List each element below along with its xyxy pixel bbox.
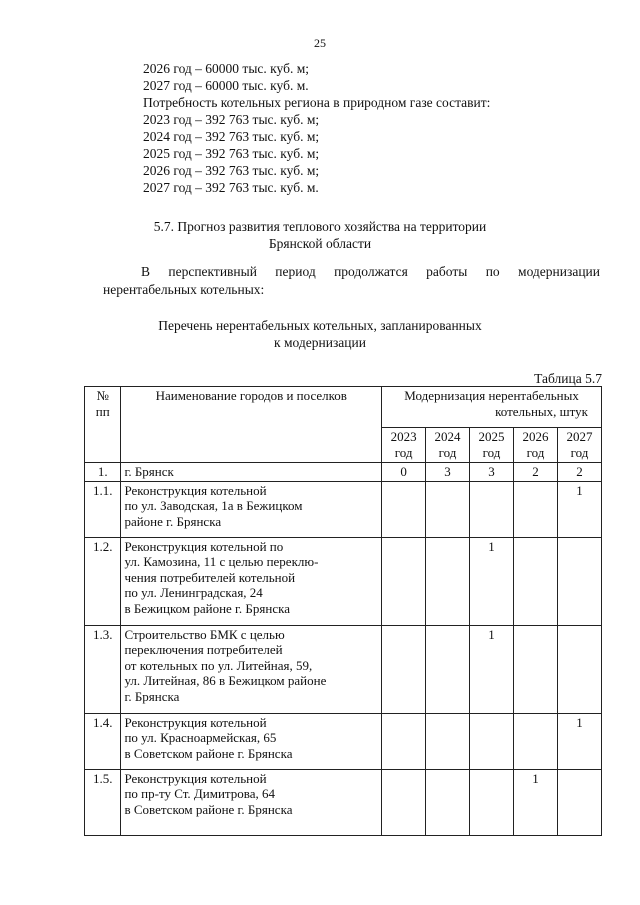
header-mod-line: Модернизация нерентабельных [404, 388, 579, 403]
header-num [85, 387, 121, 463]
row-value [557, 769, 601, 835]
row-value: 0 [382, 463, 426, 482]
row-value [426, 769, 470, 835]
header-mod-line: котельных, штук [495, 403, 588, 419]
text-line: 2026 год – 60000 тыс. куб. м; [143, 61, 309, 76]
row-number: 1.1. [85, 481, 121, 537]
row-name-line: в Советском районе г. Брянска [124, 801, 293, 817]
row-value: 1 [557, 713, 601, 769]
row-name-line: Реконструкция котельной по [124, 538, 284, 554]
paragraph-line: В перспективный период продолжатся работы по модернизации [141, 264, 600, 279]
text-line: 2024 год – 392 763 тыс. куб. м; [143, 129, 320, 144]
row-name-line: ул. Камозина, 11 с целью переклю- [124, 554, 319, 569]
row-number: 1.5. [85, 769, 121, 835]
row-number: 1. [85, 463, 121, 482]
text-line: 2027 год – 60000 тыс. куб. м. [143, 78, 309, 93]
row-value [470, 481, 514, 537]
text-line: 2023 год – 392 763 тыс. куб. м; [143, 112, 320, 127]
row-value [382, 713, 426, 769]
row-value [426, 481, 470, 537]
table-caption: Таблица 5.7 [534, 371, 602, 386]
row-name [121, 481, 382, 537]
row-name [121, 537, 382, 625]
section-heading [0, 218, 640, 252]
row-name [121, 625, 382, 713]
row-name-line: по ул. Заводская, 1а в Бежицком [124, 498, 303, 513]
row-name-line: чения потребителей котельной [124, 569, 296, 585]
year-unit: год [438, 445, 457, 460]
row-value: 1 [513, 769, 557, 835]
row-value: 1 [470, 625, 514, 713]
section-heading-line: Брянской области [268, 236, 372, 251]
header-name: Наименование городов и поселков [121, 387, 382, 463]
year-label: 2027 [566, 429, 593, 444]
row-name-line: Реконструкция котельной [124, 770, 267, 786]
row-value [557, 537, 601, 625]
list-title [0, 317, 640, 351]
row-name-line: по ул. Ленинградская, 24 [124, 585, 263, 600]
row-value [426, 625, 470, 713]
header-modernization [382, 387, 602, 428]
year-unit: год [526, 445, 545, 460]
header-year [470, 428, 514, 463]
row-name-line: по пр-ту Ст. Димитрова, 64 [124, 786, 275, 801]
row-value [513, 625, 557, 713]
row-name [121, 463, 382, 482]
row-number: 1.4. [85, 713, 121, 769]
text-line: 2025 год – 392 763 тыс. куб. м; [143, 146, 320, 161]
row-value [513, 481, 557, 537]
row-name-line: районе г. Брянска [124, 513, 222, 529]
row-value [470, 713, 514, 769]
row-value: 3 [470, 463, 514, 482]
row-value [382, 769, 426, 835]
row-value: 3 [426, 463, 470, 482]
text-line: 2026 год – 392 763 тыс. куб. м; [143, 163, 320, 178]
row-value [513, 713, 557, 769]
row-name-line: в Советском районе г. Брянска [124, 745, 293, 761]
row-value [557, 625, 601, 713]
row-name-line: в Бежицком районе г. Брянска [124, 600, 290, 616]
page-number: 25 [314, 36, 326, 50]
row-value: 1 [470, 537, 514, 625]
year-unit: год [570, 445, 589, 460]
text-line: 2027 год – 392 763 тыс. куб. м. [143, 180, 319, 195]
top-text-lines [143, 60, 490, 196]
year-label: 2026 [522, 429, 549, 444]
row-value [513, 537, 557, 625]
row-value [426, 537, 470, 625]
row-name-line: Реконструкция котельной [124, 714, 267, 730]
table-row [85, 481, 602, 537]
paragraph [103, 263, 600, 299]
row-value: 1 [557, 481, 601, 537]
table-header-row [85, 387, 602, 428]
table-row [85, 463, 602, 482]
row-name-line: г. Брянска [124, 688, 180, 704]
row-value: 2 [557, 463, 601, 482]
year-label: 2024 [434, 429, 461, 444]
row-value [382, 481, 426, 537]
row-name-line: переключения потребителей [124, 642, 283, 657]
table-row [85, 537, 602, 625]
header-num-line: пп [95, 403, 110, 419]
row-name [121, 713, 382, 769]
list-title-line: Перечень нерентабельных котельных, запланированных [158, 318, 482, 333]
row-value [470, 769, 514, 835]
year-unit: год [394, 445, 413, 460]
row-value [426, 713, 470, 769]
section-heading-line: 5.7. Прогноз развития теплового хозяйства на территории [153, 219, 487, 234]
row-name-line: от котельных по ул. Литейная, 59, [124, 657, 313, 673]
list-title-line: к модернизации [274, 335, 366, 350]
table-row [85, 769, 602, 835]
text-line: Потребность котельных региона в природном газе составит: [143, 95, 491, 110]
header-num-line: № [96, 388, 109, 403]
row-value: 2 [513, 463, 557, 482]
row-name-line: ул. Литейная, 86 в Бежицком районе [124, 673, 327, 688]
year-label: 2025 [478, 429, 505, 444]
row-value [382, 625, 426, 713]
paragraph-line: нерентабельных котельных: [103, 282, 265, 297]
table-row [85, 713, 602, 769]
row-value [382, 537, 426, 625]
row-name-line: по ул. Красноармейская, 65 [124, 730, 277, 745]
row-name-line: Строительство БМК с целью [124, 626, 285, 642]
header-year [382, 428, 426, 463]
boiler-table [84, 386, 602, 836]
row-name [121, 769, 382, 835]
year-label: 2023 [390, 429, 417, 444]
row-name-line: Реконструкция котельной [124, 482, 267, 498]
table-row [85, 625, 602, 713]
header-year [557, 428, 601, 463]
row-number: 1.2. [85, 537, 121, 625]
row-name-line: г. Брянск [124, 464, 174, 479]
header-year [513, 428, 557, 463]
row-number: 1.3. [85, 625, 121, 713]
year-unit: год [482, 445, 501, 460]
header-year [426, 428, 470, 463]
